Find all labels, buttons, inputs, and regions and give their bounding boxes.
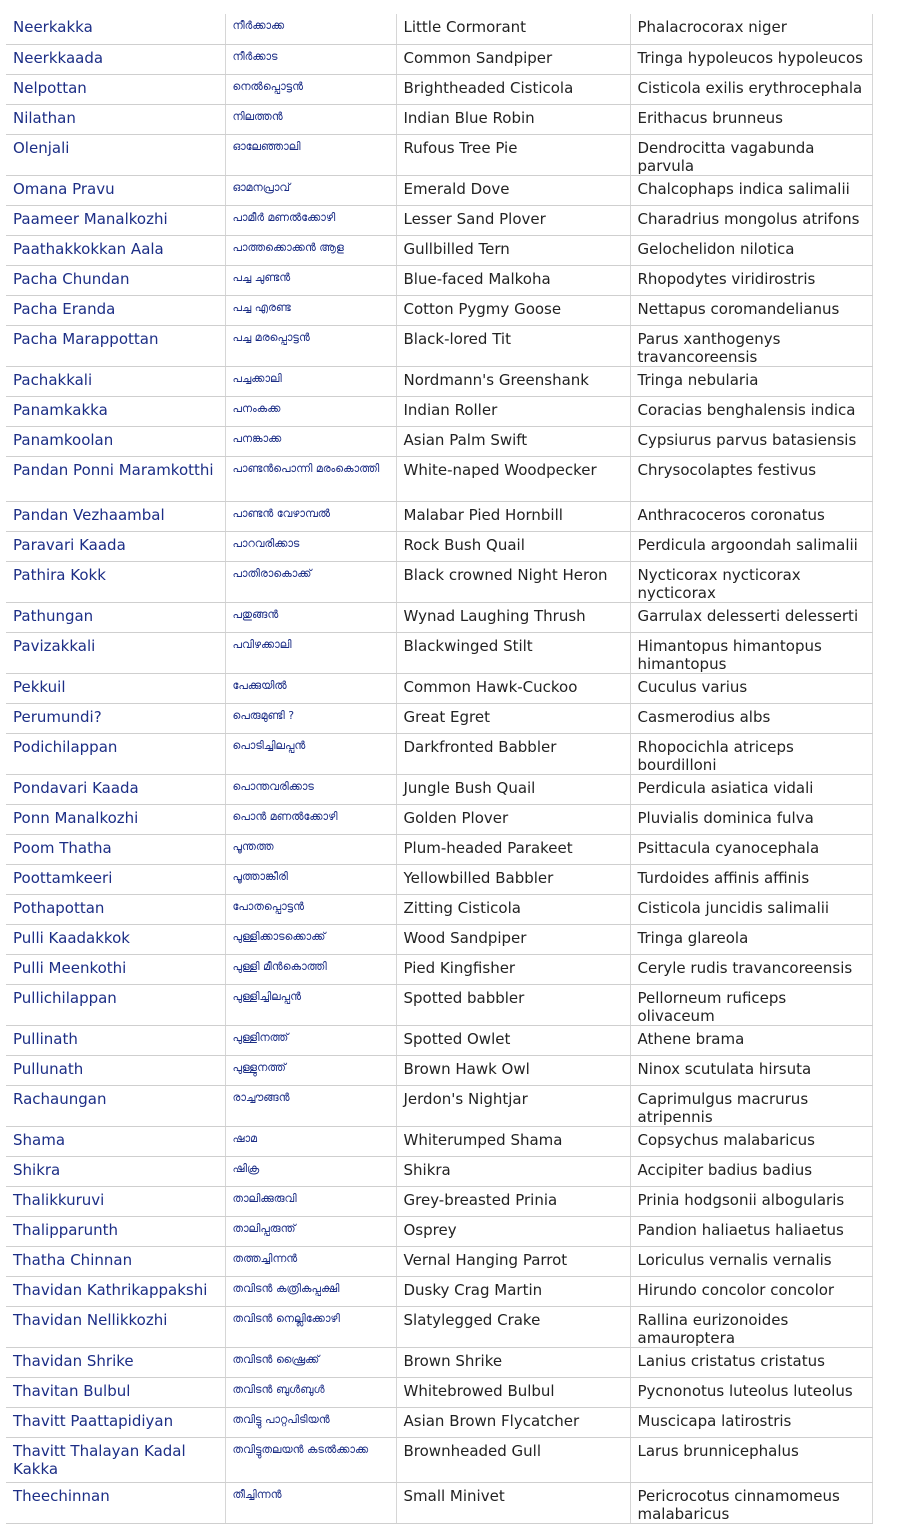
malayalam-name-cell: പനങ്കാക്ക: [225, 426, 396, 456]
local-name-cell: Pandan Vezhaambal: [6, 501, 225, 531]
common-name-cell: Malabar Pied Hornbill: [396, 501, 630, 531]
scientific-name-cell: Loriculus vernalis vernalis: [630, 1246, 872, 1276]
malayalam-name-cell: പച്ചക്കാലി: [225, 366, 396, 396]
scientific-name-cell: Prinia hodgsonii albogularis: [630, 1186, 872, 1216]
scientific-name-cell: Phalacrocorax niger: [630, 14, 872, 44]
malayalam-name-cell: തീച്ചിന്നൻ: [225, 1482, 396, 1523]
table-row: [6, 954, 872, 984]
scientific-name-cell: Garrulax delesserti delesserti: [630, 602, 872, 632]
local-name-cell: Omana Pravu: [6, 175, 225, 205]
common-name-cell: Grey-breasted Prinia: [396, 1186, 630, 1216]
common-name-cell: Shikra: [396, 1156, 630, 1186]
malayalam-name-cell: പുള്ളിച്ചിലപ്പൻ: [225, 984, 396, 1025]
local-name-cell: Thatha Chinnan: [6, 1246, 225, 1276]
common-name-cell: Asian Palm Swift: [396, 426, 630, 456]
scientific-name-cell: Parus xanthogenys travancoreensis: [630, 325, 872, 366]
table-row: [6, 235, 872, 265]
scientific-name-cell: Erithacus brunneus: [630, 104, 872, 134]
local-name-cell: Pacha Chundan: [6, 265, 225, 295]
local-name-cell: Thavidan Shrike: [6, 1347, 225, 1377]
local-name-cell: Shikra: [6, 1156, 225, 1186]
malayalam-name-cell: താലിക്കുരുവി: [225, 1186, 396, 1216]
scientific-name-cell: Athene brama: [630, 1025, 872, 1055]
common-name-cell: Wynad Laughing Thrush: [396, 602, 630, 632]
malayalam-name-cell: ഷിക്ര: [225, 1156, 396, 1186]
local-name-cell: Pathungan: [6, 602, 225, 632]
scientific-name-cell: Rhopocichla atriceps bourdilloni: [630, 733, 872, 774]
scientific-name-cell: Chalcophaps indica salimalii: [630, 175, 872, 205]
scientific-name-cell: Charadrius mongolus atrifons: [630, 205, 872, 235]
common-name-cell: Rufous Tree Pie: [396, 134, 630, 175]
table-row: [6, 834, 872, 864]
scientific-name-cell: Pandion haliaetus haliaetus: [630, 1216, 872, 1246]
local-name-cell: Paathakkokkan Aala: [6, 235, 225, 265]
malayalam-name-cell: പാമീർ മണൽക്കോഴി: [225, 205, 396, 235]
scientific-name-cell: Ninox scutulata hirsuta: [630, 1055, 872, 1085]
malayalam-name-cell: പവിഴക്കാലി: [225, 632, 396, 673]
malayalam-name-cell: പേക്കുയിൽ: [225, 673, 396, 703]
table-row: [6, 561, 872, 602]
malayalam-name-cell: പുള്ളിനത്ത്: [225, 1025, 396, 1055]
local-name-cell: Shama: [6, 1126, 225, 1156]
common-name-cell: Osprey: [396, 1216, 630, 1246]
malayalam-name-cell: തവിടൻ കത്രികപ്പക്ഷി: [225, 1276, 396, 1306]
common-name-cell: Black crowned Night Heron: [396, 561, 630, 602]
scientific-name-cell: Lanius cristatus cristatus: [630, 1347, 872, 1377]
table-row: [6, 74, 872, 104]
malayalam-name-cell: തവിടൻ ഷ്രൈക്ക്: [225, 1347, 396, 1377]
scientific-name-cell: Turdoides affinis affinis: [630, 864, 872, 894]
local-name-cell: Perumundi?: [6, 703, 225, 733]
local-name-cell: Thavidan Kathrikappakshi: [6, 1276, 225, 1306]
common-name-cell: Dusky Crag Martin: [396, 1276, 630, 1306]
scientific-name-cell: Dendrocitta vagabunda parvula: [630, 134, 872, 175]
table-row: [6, 894, 872, 924]
malayalam-name-cell: പൊടിച്ചിലപ്പൻ: [225, 733, 396, 774]
scientific-name-cell: Anthracoceros coronatus: [630, 501, 872, 531]
table-row: [6, 1126, 872, 1156]
scientific-name-cell: Psittacula cyanocephala: [630, 834, 872, 864]
common-name-cell: White-naped Woodpecker: [396, 456, 630, 501]
common-name-cell: Zitting Cisticola: [396, 894, 630, 924]
local-name-cell: Pachakkali: [6, 366, 225, 396]
common-name-cell: Golden Plover: [396, 804, 630, 834]
common-name-cell: Nordmann's Greenshank: [396, 366, 630, 396]
common-name-cell: Great Egret: [396, 703, 630, 733]
scientific-name-cell: Perdicula argoondah salimalii: [630, 531, 872, 561]
scientific-name-cell: Cisticola exilis erythrocephala: [630, 74, 872, 104]
scientific-name-cell: Nycticorax nycticorax nycticorax: [630, 561, 872, 602]
malayalam-name-cell: പാതിരാകൊക്ക്: [225, 561, 396, 602]
table-row: [6, 1276, 872, 1306]
local-name-cell: Paameer Manalkozhi: [6, 205, 225, 235]
local-name-cell: Pekkuil: [6, 673, 225, 703]
malayalam-name-cell: പൂത്താങ്കീരി: [225, 864, 396, 894]
common-name-cell: Whitebrowed Bulbul: [396, 1377, 630, 1407]
table-body: [6, 14, 872, 1523]
malayalam-name-cell: പച്ച ചുണ്ടൻ: [225, 265, 396, 295]
table-row: [6, 774, 872, 804]
common-name-cell: Cotton Pygmy Goose: [396, 295, 630, 325]
local-name-cell: Pavizakkali: [6, 632, 225, 673]
common-name-cell: Small Minivet: [396, 1482, 630, 1523]
local-name-cell: Thalipparunth: [6, 1216, 225, 1246]
scientific-name-cell: Pycnonotus luteolus luteolus: [630, 1377, 872, 1407]
table-row: [6, 1482, 872, 1523]
table-row: [6, 804, 872, 834]
local-name-cell: Pacha Eranda: [6, 295, 225, 325]
scientific-name-cell: Caprimulgus macrurus atripennis: [630, 1085, 872, 1126]
malayalam-name-cell: പാത്തക്കൊക്കൻ ആള: [225, 235, 396, 265]
malayalam-name-cell: പൊന്തവരിക്കാട: [225, 774, 396, 804]
table-row: [6, 175, 872, 205]
common-name-cell: Asian Brown Flycatcher: [396, 1407, 630, 1437]
scientific-name-cell: Pluvialis dominica fulva: [630, 804, 872, 834]
local-name-cell: Nilathan: [6, 104, 225, 134]
malayalam-name-cell: രാച്ചൗങ്ങൻ: [225, 1085, 396, 1126]
table-row: [6, 1216, 872, 1246]
local-name-cell: Thavidan Nellikkozhi: [6, 1306, 225, 1347]
common-name-cell: Brown Hawk Owl: [396, 1055, 630, 1085]
scientific-name-cell: Copsychus malabaricus: [630, 1126, 872, 1156]
local-name-cell: Pothapottan: [6, 894, 225, 924]
local-name-cell: Panamkoolan: [6, 426, 225, 456]
malayalam-name-cell: പുള്ളുനത്ത്: [225, 1055, 396, 1085]
local-name-cell: Panamkakka: [6, 396, 225, 426]
scientific-name-cell: Casmerodius albs: [630, 703, 872, 733]
common-name-cell: Indian Roller: [396, 396, 630, 426]
local-name-cell: Thalikkuruvi: [6, 1186, 225, 1216]
common-name-cell: Gullbilled Tern: [396, 235, 630, 265]
table-row: [6, 1085, 872, 1126]
common-name-cell: Brown Shrike: [396, 1347, 630, 1377]
common-name-cell: Pied Kingfisher: [396, 954, 630, 984]
scientific-name-cell: Perdicula asiatica vidali: [630, 774, 872, 804]
scientific-name-cell: Gelochelidon nilotica: [630, 235, 872, 265]
local-name-cell: Pullunath: [6, 1055, 225, 1085]
local-name-cell: Podichilappan: [6, 733, 225, 774]
table-row: [6, 134, 872, 175]
table-row: [6, 14, 872, 44]
table-row: [6, 864, 872, 894]
malayalam-name-cell: പൂന്തത്ത: [225, 834, 396, 864]
table-row: [6, 205, 872, 235]
common-name-cell: Brightheaded Cisticola: [396, 74, 630, 104]
table-row: [6, 1186, 872, 1216]
table-row: [6, 703, 872, 733]
local-name-cell: Rachaungan: [6, 1085, 225, 1126]
common-name-cell: Indian Blue Robin: [396, 104, 630, 134]
table-row: [6, 924, 872, 954]
local-name-cell: Poom Thatha: [6, 834, 225, 864]
table-row: [6, 44, 872, 74]
bird-names-table: [6, 14, 873, 1524]
table-row: [6, 1025, 872, 1055]
common-name-cell: Spotted babbler: [396, 984, 630, 1025]
local-name-cell: Pondavari Kaada: [6, 774, 225, 804]
local-name-cell: Thavitan Bulbul: [6, 1377, 225, 1407]
malayalam-name-cell: പച്ച മരപ്പൊട്ടൻ: [225, 325, 396, 366]
local-name-cell: Pulli Kaadakkok: [6, 924, 225, 954]
malayalam-name-cell: ഓലേഞ്ഞാലി: [225, 134, 396, 175]
scientific-name-cell: Coracias benghalensis indica: [630, 396, 872, 426]
malayalam-name-cell: തവിട്ടു പാറ്റപിടിയൻ: [225, 1407, 396, 1437]
table-row: [6, 366, 872, 396]
local-name-cell: Theechinnan: [6, 1482, 225, 1523]
table-row: [6, 733, 872, 774]
common-name-cell: Darkfronted Babbler: [396, 733, 630, 774]
table-row: [6, 501, 872, 531]
common-name-cell: Slatylegged Crake: [396, 1306, 630, 1347]
table-row: [6, 265, 872, 295]
scientific-name-cell: Muscicapa latirostris: [630, 1407, 872, 1437]
table-row: [6, 1156, 872, 1186]
table-row: [6, 531, 872, 561]
common-name-cell: Jerdon's Nightjar: [396, 1085, 630, 1126]
table-row: [6, 1347, 872, 1377]
local-name-cell: Pandan Ponni Maramkotthi: [6, 456, 225, 501]
scientific-name-cell: Tringa nebularia: [630, 366, 872, 396]
malayalam-name-cell: നെൽപ്പൊട്ടൻ: [225, 74, 396, 104]
malayalam-name-cell: പോതപ്പൊട്ടൻ: [225, 894, 396, 924]
scientific-name-cell: Tringa hypoleucos hypoleucos: [630, 44, 872, 74]
local-name-cell: Neerkakka: [6, 14, 225, 44]
common-name-cell: Rock Bush Quail: [396, 531, 630, 561]
malayalam-name-cell: പെരുമുണ്ടി ?: [225, 703, 396, 733]
malayalam-name-cell: പാണ്ടൻപൊന്നി മരംകൊത്തി: [225, 456, 396, 501]
table-row: [6, 1377, 872, 1407]
local-name-cell: Nelpottan: [6, 74, 225, 104]
table-row: [6, 602, 872, 632]
malayalam-name-cell: പതുങ്ങൻ: [225, 602, 396, 632]
malayalam-name-cell: നീർക്കാക്ക: [225, 14, 396, 44]
scientific-name-cell: Accipiter badius badius: [630, 1156, 872, 1186]
local-name-cell: Pathira Kokk: [6, 561, 225, 602]
table-row: [6, 1246, 872, 1276]
malayalam-name-cell: നിലത്തൻ: [225, 104, 396, 134]
common-name-cell: Little Cormorant: [396, 14, 630, 44]
common-name-cell: Vernal Hanging Parrot: [396, 1246, 630, 1276]
common-name-cell: Common Sandpiper: [396, 44, 630, 74]
common-name-cell: Spotted Owlet: [396, 1025, 630, 1055]
local-name-cell: Pullichilappan: [6, 984, 225, 1025]
malayalam-name-cell: പുള്ളി മീൻകൊത്തി: [225, 954, 396, 984]
local-name-cell: Thavitt Thalayan Kadal Kakka: [6, 1437, 225, 1482]
local-name-cell: Pullinath: [6, 1025, 225, 1055]
table-row: [6, 1055, 872, 1085]
table-row: [6, 673, 872, 703]
scientific-name-cell: Ceryle rudis travancoreensis: [630, 954, 872, 984]
common-name-cell: Blackwinged Stilt: [396, 632, 630, 673]
common-name-cell: Emerald Dove: [396, 175, 630, 205]
scientific-name-cell: Himantopus himantopus himantopus: [630, 632, 872, 673]
scientific-name-cell: Chrysocolaptes festivus: [630, 456, 872, 501]
common-name-cell: Black-lored Tit: [396, 325, 630, 366]
table-row: [6, 1407, 872, 1437]
scientific-name-cell: Larus brunnicephalus: [630, 1437, 872, 1482]
scientific-name-cell: Rallina eurizonoides amauroptera: [630, 1306, 872, 1347]
malayalam-name-cell: തവിട്ടുതലയൻ കടൽക്കാക്ക: [225, 1437, 396, 1482]
table-row: [6, 1306, 872, 1347]
table-row: [6, 456, 872, 501]
malayalam-name-cell: പനംകക്ക: [225, 396, 396, 426]
malayalam-name-cell: പുള്ളിക്കാടക്കൊക്ക്: [225, 924, 396, 954]
common-name-cell: Yellowbilled Babbler: [396, 864, 630, 894]
malayalam-name-cell: താലിപ്പരുന്ത്: [225, 1216, 396, 1246]
table-row: [6, 295, 872, 325]
malayalam-name-cell: തവിടൻ ബുൾബുൾ: [225, 1377, 396, 1407]
scientific-name-cell: Cisticola juncidis salimalii: [630, 894, 872, 924]
table-row: [6, 632, 872, 673]
malayalam-name-cell: പച്ച എരണ്ട: [225, 295, 396, 325]
common-name-cell: Whiterumped Shama: [396, 1126, 630, 1156]
local-name-cell: Paravari Kaada: [6, 531, 225, 561]
scientific-name-cell: Pellorneum ruficeps olivaceum: [630, 984, 872, 1025]
table-row: [6, 325, 872, 366]
malayalam-name-cell: ഷാമ: [225, 1126, 396, 1156]
common-name-cell: Brownheaded Gull: [396, 1437, 630, 1482]
malayalam-name-cell: പൊൻ മണൽക്കോഴി: [225, 804, 396, 834]
malayalam-name-cell: പാണ്ടൻ വേഴാമ്പൽ: [225, 501, 396, 531]
table-row: [6, 426, 872, 456]
scientific-name-cell: Cypsiurus parvus batasiensis: [630, 426, 872, 456]
local-name-cell: Ponn Manalkozhi: [6, 804, 225, 834]
local-name-cell: Olenjali: [6, 134, 225, 175]
table-row: [6, 104, 872, 134]
malayalam-name-cell: നീർക്കാട: [225, 44, 396, 74]
common-name-cell: Wood Sandpiper: [396, 924, 630, 954]
common-name-cell: Common Hawk-Cuckoo: [396, 673, 630, 703]
table-row: [6, 396, 872, 426]
scientific-name-cell: Tringa glareola: [630, 924, 872, 954]
scientific-name-cell: Nettapus coromandelianus: [630, 295, 872, 325]
local-name-cell: Pacha Marappottan: [6, 325, 225, 366]
table-row: [6, 1437, 872, 1482]
local-name-cell: Pulli Meenkothi: [6, 954, 225, 984]
malayalam-name-cell: പാറവരിക്കാട: [225, 531, 396, 561]
local-name-cell: Poottamkeeri: [6, 864, 225, 894]
common-name-cell: Plum-headed Parakeet: [396, 834, 630, 864]
malayalam-name-cell: തത്തച്ചിന്നൻ: [225, 1246, 396, 1276]
common-name-cell: Jungle Bush Quail: [396, 774, 630, 804]
scientific-name-cell: Hirundo concolor concolor: [630, 1276, 872, 1306]
malayalam-name-cell: തവിടൻ നെല്ലിക്കോഴി: [225, 1306, 396, 1347]
common-name-cell: Blue-faced Malkoha: [396, 265, 630, 295]
malayalam-name-cell: ഓമനപ്രാവ്: [225, 175, 396, 205]
scientific-name-cell: Rhopodytes viridirostris: [630, 265, 872, 295]
local-name-cell: Thavitt Paattapidiyan: [6, 1407, 225, 1437]
scientific-name-cell: Cuculus varius: [630, 673, 872, 703]
scientific-name-cell: Pericrocotus cinnamomeus malabaricus: [630, 1482, 872, 1523]
common-name-cell: Lesser Sand Plover: [396, 205, 630, 235]
local-name-cell: Neerkkaada: [6, 44, 225, 74]
table-row: [6, 984, 872, 1025]
